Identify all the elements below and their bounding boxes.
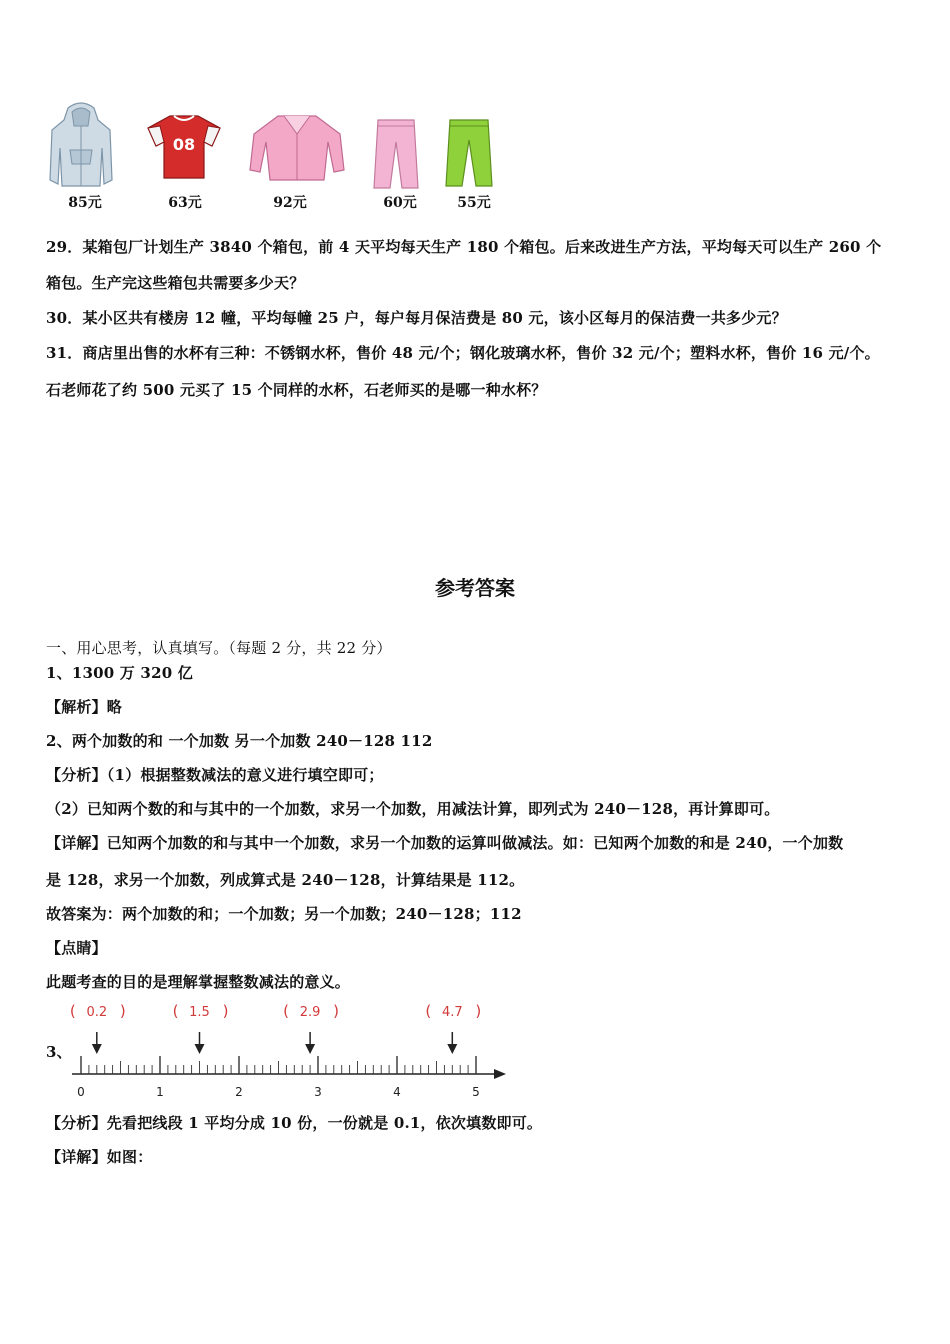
answer-2: 2、两个加数的和 一个加数 另一个加数 240－128 112 [46,732,433,750]
question-29-line1: 29．某箱包厂计划生产 3840 个箱包，前 4 天平均每天生产 180 个箱包。后来改进生产方法，平均每天可以生产 260 个 [46,238,882,256]
answer-2-conclusion: 故答案为：两个加数的和；一个加数；另一个加数；240－128；112 [46,905,522,923]
tick-label-1: 1 [156,1085,164,1099]
answer-close-paren: ) [333,1002,340,1020]
tick-label-0: 0 [77,1085,85,1099]
answer-3-detail: 【详解】如图： [46,1148,153,1166]
point-arrow-head [92,1044,102,1054]
hoodie-image [46,100,116,190]
answer-2-analysis: 【分析】（1）根据整数减法的意义进行填空即可； [46,766,384,784]
question-31-line2: 石老师花了约 500 元买了 15 个同样的水杯，石老师买的是哪一种水杯？ [46,381,547,399]
answer-2-detail-2: 是 128，求另一个加数，列成算式是 240－128，计算结果是 112。 [46,871,525,889]
number-line-chart [60,996,520,1102]
answer-2-highlight: 【点睛】 [46,939,107,957]
pink-pants-price: 60元 [383,195,417,211]
answer-2-detail-1: 【详解】已知两个加数的和与其中一个加数，求另一个加数的运算叫做减法。如：已知两个加数的和是 240，一个加数 [46,834,844,852]
tick-label-3: 3 [314,1085,322,1099]
point-arrow-head [305,1044,315,1054]
answer-close-paren: ) [222,1002,229,1020]
t-shirt-image [146,112,222,182]
svg-text:08: 08 [172,135,196,154]
answer-open-paren: ( [283,1002,290,1020]
answer-2-analysis-2: （2）已知两个数的和与其中的一个加数，求另一个加数，用减法计算，即列式为 240－128，再计算即可。 [46,800,780,818]
answer-3-label: 3、 [46,1043,72,1061]
pink-pants-image [372,116,420,192]
tick-label-4: 4 [393,1085,401,1099]
jacket-price: 92元 [273,195,307,211]
answers-title: 参考答案 [435,576,515,600]
question-30: 30．某小区共有楼房 12 幢，平均每幢 25 户，每户每月保洁费是 80 元，该小区每月的保洁费一共多少元？ [46,309,787,327]
answer-open-paren: ( [172,1002,179,1020]
question-29-line2: 箱包。生产完这些箱包共需要多少天？ [46,274,305,292]
answer-label-1.5: 1.5 [189,1005,210,1020]
t-shirt-price: 63元 [168,195,202,211]
point-arrow-head [195,1044,205,1054]
axis-arrow [494,1069,506,1079]
answer-label-4.7: 4.7 [441,1005,463,1020]
answer-label-0.2: 0.2 [86,1005,108,1020]
tick-label-2: 2 [235,1085,243,1099]
answer-close-paren: ) [119,1002,126,1020]
answer-1-analysis: 【解析】略 [46,698,123,716]
answer-open-paren: ( [69,1002,76,1020]
green-pants-price: 55元 [457,195,491,211]
answer-label-2.9: 2.9 [299,1005,321,1020]
green-pants-image [444,116,494,190]
answers-section-1: 一、用心思考，认真填写。（每题 2 分，共 22 分） [46,639,392,657]
answer-close-paren: ) [475,1002,482,1020]
answer-open-paren: ( [425,1002,432,1020]
answer-1: 1、1300 万 320 亿 [46,664,193,682]
question-31-line1: 31．商店里出售的水杯有三种：不锈钢水杯，售价 48 元/个；钢化玻璃水杯，售价 32 元/个；塑料水杯，售价 16 元/个。 [46,344,880,362]
point-arrow-head [447,1044,457,1054]
jacket-image [248,112,346,184]
hoodie-price: 85元 [68,195,102,211]
answer-3-analysis: 【分析】先看把线段 1 平均分成 10 份，一份就是 0.1，依次填数即可。 [46,1114,543,1132]
answer-2-highlight-text: 此题考查的目的是理解掌握整数减法的意义。 [46,973,351,991]
tick-label-5: 5 [472,1085,480,1099]
